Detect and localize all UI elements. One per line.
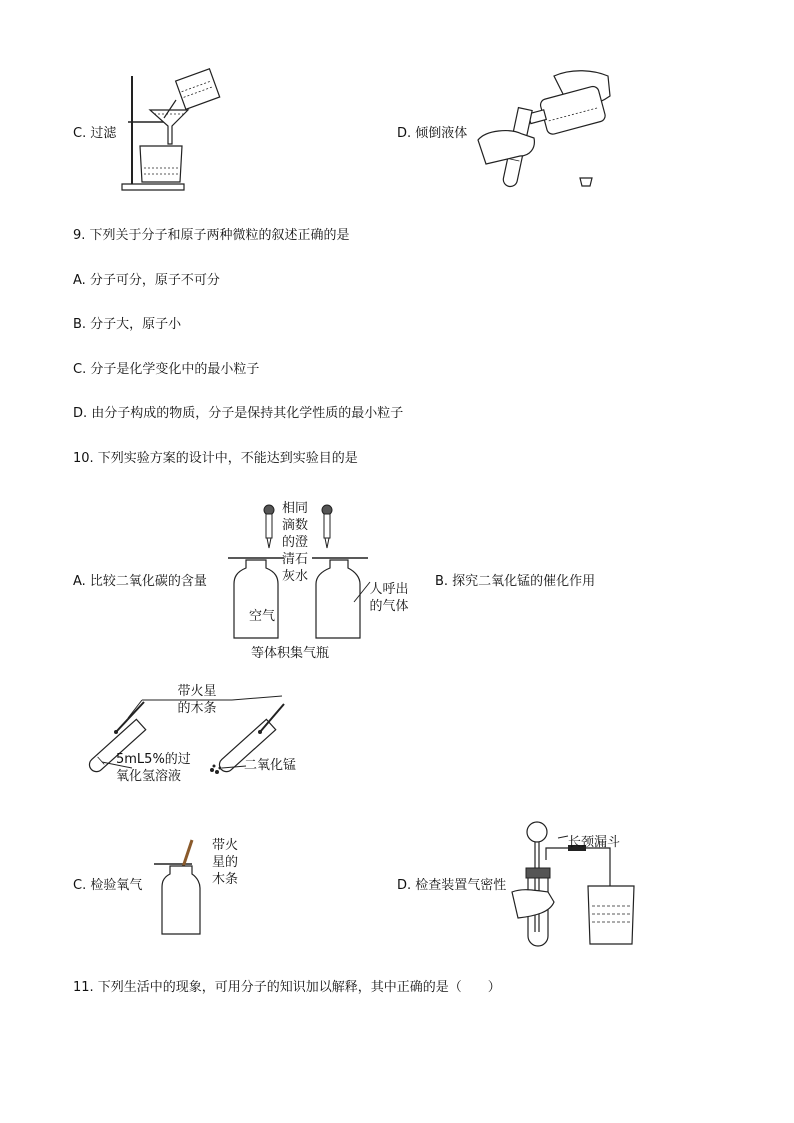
q11-stem: 11. 下列生活中的现象，可用分子的知识加以解释，其中正确的是（ ）	[73, 980, 501, 995]
oxygen-test-figure	[152, 834, 212, 938]
fig-b-splint-label: 带火星的木条	[177, 684, 217, 716]
q8-option-d-label: D. 倾倒液体	[397, 126, 468, 141]
q10-option-c-label: C. 检验氧气	[73, 878, 143, 893]
q10-stem: 10. 下列实验方案的设计中，不能达到实验目的是	[73, 451, 358, 466]
fig-c-splint-label: 带火星的木条	[211, 838, 238, 887]
q9-option-b: B. 分子大，原子小	[73, 317, 182, 332]
filtration-apparatus-figure	[118, 68, 228, 196]
q10-option-d-label: D. 检查装置气密性	[397, 878, 507, 893]
fig-a-left-bottle-label: 空气	[249, 609, 276, 624]
q10-option-a-label: A. 比较二氧化碳的含量	[73, 574, 207, 589]
fig-d-funnel-label: 长颈漏斗	[568, 835, 621, 850]
fig-a-caption: 等体积集气瓶	[251, 646, 330, 661]
fig-a-dropper-note: 相同滴数的澄清石灰水	[281, 501, 308, 584]
q9-option-a: A. 分子可分，原子不可分	[73, 273, 220, 288]
q9-option-c: C. 分子是化学变化中的最小粒子	[73, 362, 260, 377]
fig-a-right-bottle-label: 人呼出的气体	[369, 582, 409, 614]
pouring-liquid-figure	[476, 68, 616, 194]
q9-stem: 9. 下列关于分子和原子两种微粒的叙述正确的是	[73, 228, 350, 243]
q9-option-d: D. 由分子构成的物质，分子是保持其化学性质的最小粒子	[73, 406, 404, 421]
fig-b-catalyst-label: 二氧化锰	[244, 758, 297, 773]
q8-option-c-label: C. 过滤	[73, 126, 117, 141]
fig-b-solution-label: 5mL5%的过氧化氢溶液	[116, 752, 191, 784]
q10-option-b-label: B. 探究二氧化锰的催化作用	[435, 574, 596, 589]
